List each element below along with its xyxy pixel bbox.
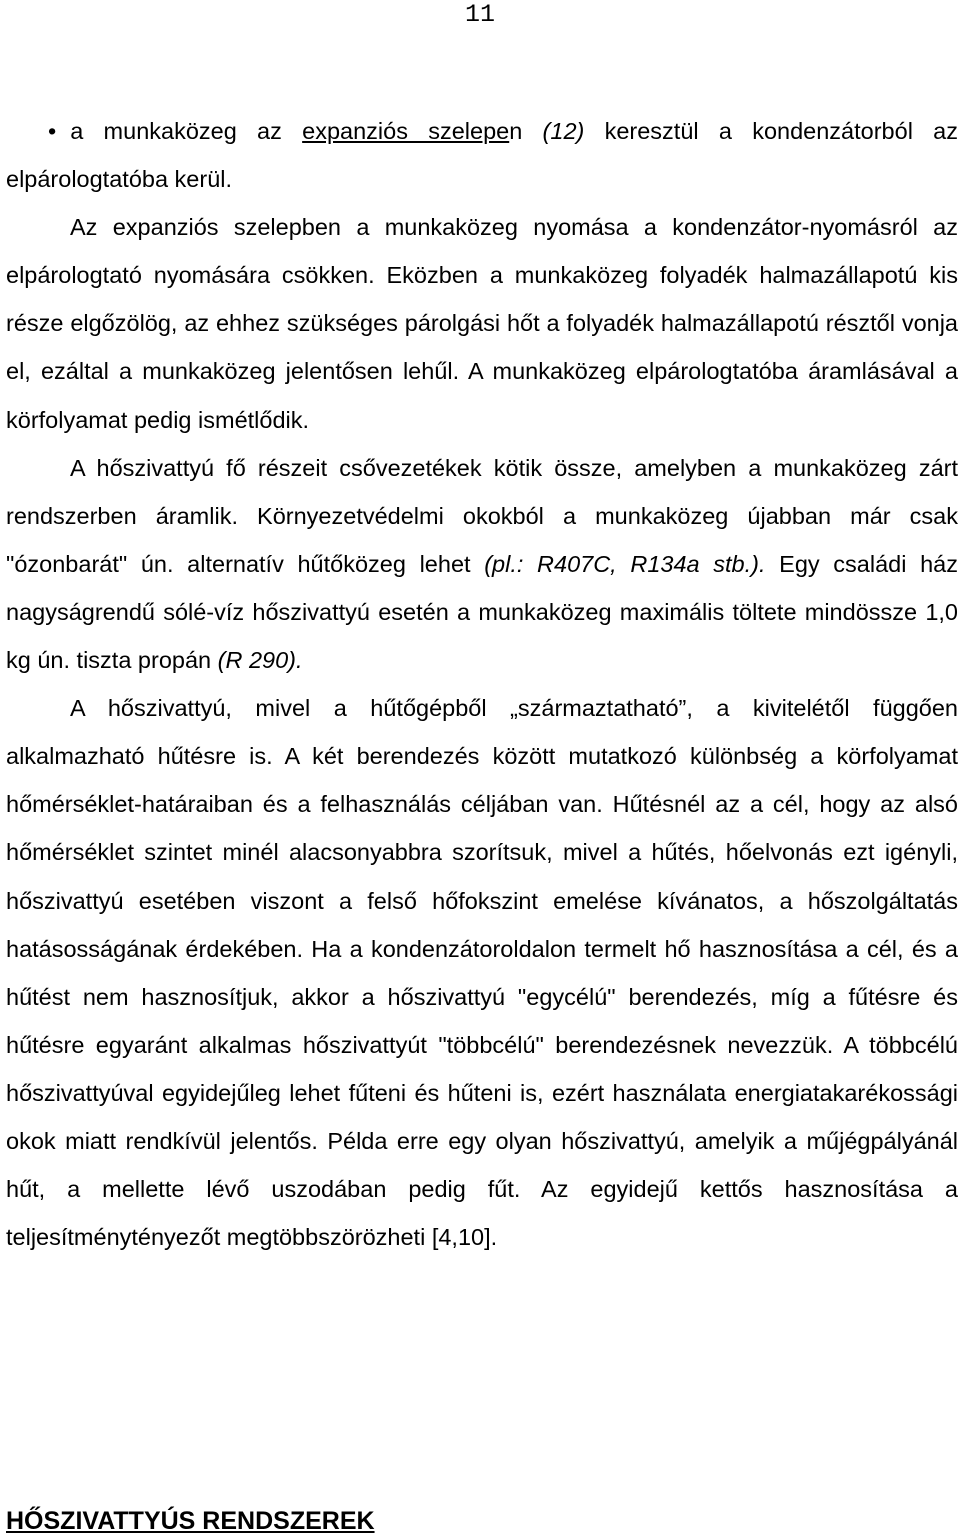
propane-code: (R 290). <box>217 647 303 674</box>
refrigerant-examples: (pl.: R407C, R134a stb.). <box>484 550 766 577</box>
paragraph-refrigerant-text-a: A hőszivattyú fő részeit csővezetékek kötik össze, amelyben a munkaközeg zárt rendszerben áramlik. Környezetvédelmi okokból a munkaközeg újabban már csak "ózonbarát" ún. alternatív hűtőközeg lehet <box>6 454 958 577</box>
expansion-valve-link[interactable]: expanziós szelepe <box>302 118 510 144</box>
bullet-marker <box>6 107 56 155</box>
bullet-icon: • <box>48 118 57 144</box>
paragraph-cooling: A hőszivattyú, mivel a hűtőgépből „származtatható”, a kivitelétől függően alkalmazható hűtésre is. A két berendezés között mutatkozó különbség a körfolyamat hőmérséklet-határaiban és a felhasználás céljában van. Hűtésnél az a cél, hogy az alsó hőmérséklet szintet minél alacsonyabbra szorítsuk, mivel a hűtés, hőelvonás ezt igényli, hőszivattyú esetében viszont a felső hőfokszint emelése kívánatos, a hőszolgáltatás hatásosságának érdekében. Ha a kondenzátoroldalon termelt hő hasznosítása a cél, és a hűtést nem hasznosítjuk, akkor a hőszivattyú "egycélú" berendezés, míg a fűtésre és hűtésre egyaránt alkalmas hőszivattyút "többcélú" berendezésnek nevezzük. A többcélú hőszivattyúval egyidejűleg lehet fűteni és hűteni is, ezért használata energiatakarékossági okok miatt rendkívül jelentős. Példa erre egy olyan hőszivattyú, amelyik a műjégpályánál hűt, a mellette lévő uszodában pedig fűt. Az egyidejű kettős hasznosítása a teljesítménytényezőt megtöbbszörözheti [4,10]. <box>6 695 958 1251</box>
paragraph-refrigerant-text-b: Egy családi ház nagyságrendű sólé-víz hőszivattyú esetén a munkaközeg maximális töltete mindössze 1,0 kg ún. tiszta propán <box>6 550 958 674</box>
page-number: 11 <box>464 0 495 29</box>
section-heading: HŐSZIVATTYÚS RENDSZEREK <box>6 1507 375 1535</box>
paragraph-refrigerant <box>6 444 958 684</box>
figure-reference: (12) <box>542 118 585 144</box>
bullet-text-end: keresztül a kondenzátorból az elpárologtatóba kerül. <box>6 118 958 193</box>
bullet-text-start: a munkaközeg az <box>70 118 303 144</box>
paragraph-expansion: Az expanziós szelepben a munkaközeg nyomása a kondenzátor-nyomásról az elpárologtató nyomására csökken. Eközben a munkaközeg folyadék halmazállapotú kis része elgőzölög, az ehhez szükséges párolgási hőt a folyadék halmazállapotú résztől vonja el, ezáltal a munkaközeg jelentősen lehűl. A munkaközeg elpárologtatóba áramlásával a körfolyamat pedig ismétlődik. <box>6 214 958 433</box>
body-text <box>6 107 958 1261</box>
bullet-text-mid: n <box>509 118 543 144</box>
bullet-item <box>6 107 958 203</box>
